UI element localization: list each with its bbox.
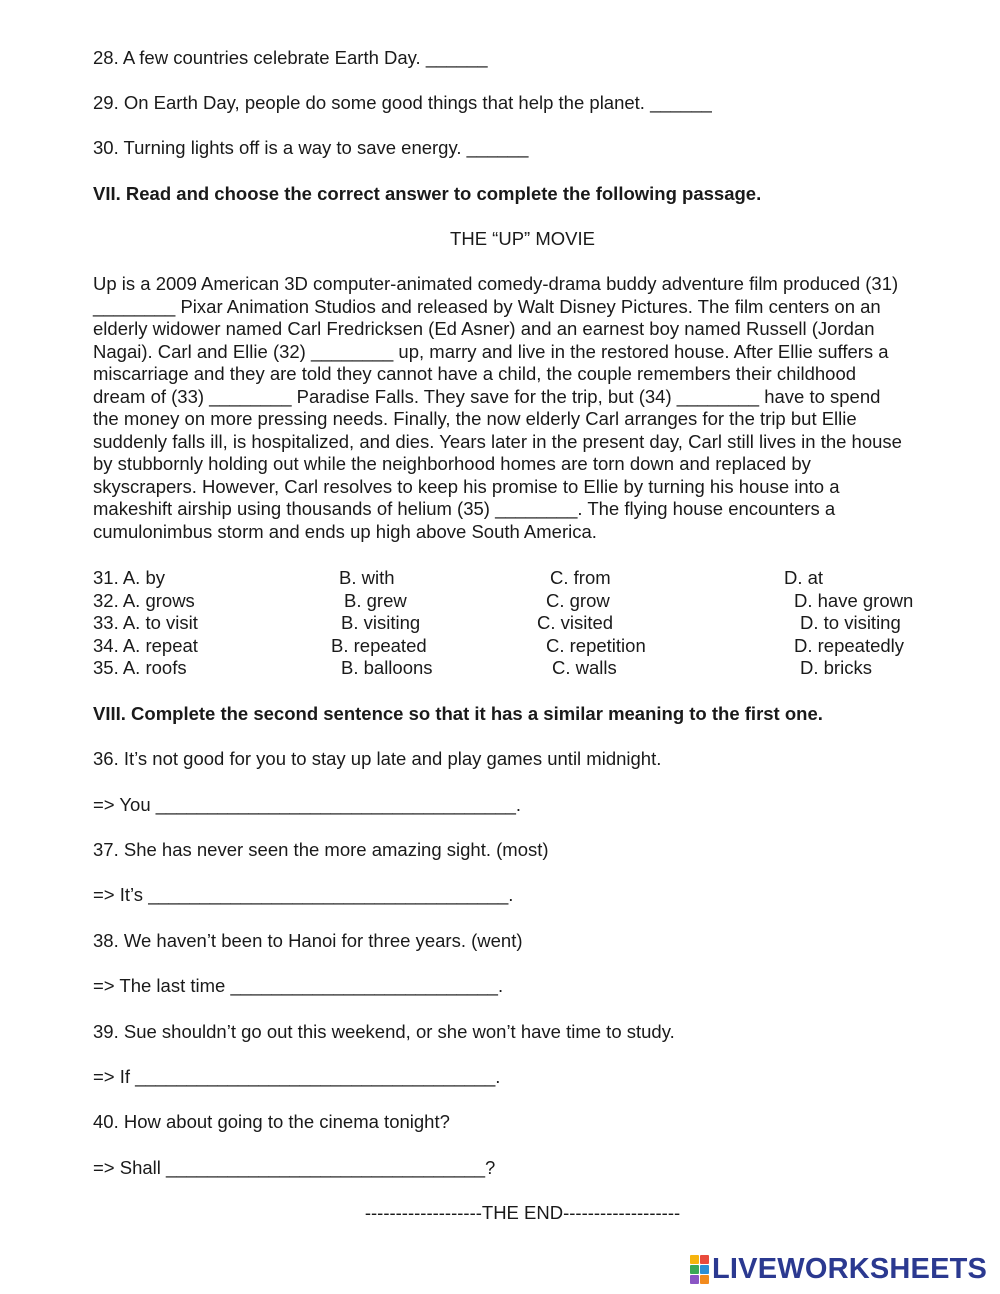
option-c[interactable]: C. repetition — [546, 635, 646, 656]
question-40-answer[interactable]: => Shall _______________________________? — [93, 1157, 496, 1178]
option-a[interactable]: 35. A. roofs — [93, 657, 187, 678]
question-39-answer[interactable]: => If ___________________________________. — [93, 1066, 501, 1087]
option-b[interactable]: B. with — [339, 567, 395, 588]
statement-30: 30. Turning lights off is a way to save energy. ______ — [93, 137, 529, 158]
passage-title: THE “UP” MOVIE — [450, 228, 595, 249]
option-b[interactable]: B. visiting — [341, 612, 421, 633]
option-b[interactable]: B. repeated — [331, 635, 427, 656]
option-d[interactable]: D. at — [784, 567, 824, 588]
option-b[interactable]: B. grew — [344, 590, 407, 611]
section-7-heading: VII. Read and choose the correct answer to complete the following passage. — [93, 183, 762, 204]
logo-text: LIVEWORKSHEETS — [712, 1252, 988, 1285]
option-c[interactable]: C. visited — [537, 612, 614, 633]
passage-line: elderly widower named Carl Fredricksen (Ed Asner) and an earnest boy named Russell (Jordan — [93, 318, 875, 339]
question-39-prompt: 39. Sue shouldn’t go out this weekend, or she won’t have time to study. — [93, 1021, 675, 1042]
question-37-prompt: 37. She has never seen the more amazing sight. (most) — [93, 839, 549, 860]
liveworksheets-logo — [690, 1252, 987, 1286]
logo-block — [690, 1265, 699, 1274]
passage-line: suddenly falls ill, is hospitalized, and dies. Years later in the present day, Carl still lives in the house — [93, 430, 902, 452]
statement-29: 29. On Earth Day, people do some good things that help the planet. ______ — [93, 92, 712, 113]
question-34-options — [93, 635, 973, 658]
passage-line: ________ Pixar Animation Studios and released by Walt Disney Pictures. The film centers on an — [93, 295, 881, 317]
passage-line: skyscrapers. However, Carl resolves to keep his promise to Ellie by turning his house into a — [93, 475, 840, 497]
passage-line: Up is a 2009 American 3D computer-animated comedy-drama buddy adventure film produced (31) — [93, 273, 899, 294]
option-b[interactable]: B. balloons — [341, 657, 433, 678]
question-36-prompt: 36. It’s not good for you to stay up late and play games until midnight. — [93, 748, 662, 769]
option-d[interactable]: D. bricks — [800, 657, 872, 678]
passage — [93, 273, 963, 543]
option-c[interactable]: C. from — [550, 567, 611, 588]
option-d[interactable]: D. repeatedly — [794, 635, 905, 656]
passage-line: dream of (33) ________ Paradise Falls. They save for the trip, but (34) ________ have to spend — [93, 385, 881, 407]
passage-line: makeshift airship using thousands of helium (35) ________. The flying house encounters a — [93, 498, 836, 519]
option-c[interactable]: C. grow — [546, 590, 610, 611]
passage-line: miscarriage and they are told they cannot have a child, the couple remembers their childhood — [93, 363, 857, 384]
question-32-options — [93, 590, 973, 613]
question-38-answer[interactable]: => The last time __________________________. — [93, 975, 504, 996]
question-37-answer[interactable]: => It’s ___________________________________. — [93, 884, 514, 905]
section-8-heading: VIII. Complete the second sentence so that it has a similar meaning to the first one. — [93, 703, 823, 724]
question-38-prompt: 38. We haven’t been to Hanoi for three years. (went) — [93, 930, 523, 951]
logo-block — [690, 1255, 699, 1264]
question-36-answer[interactable]: => You ___________________________________. — [93, 794, 522, 815]
logo-block — [700, 1275, 709, 1284]
option-a[interactable]: 34. A. repeat — [93, 635, 198, 656]
question-35-options — [93, 657, 973, 680]
passage-line: cumulonimbus storm and ends up high above South America. — [93, 520, 597, 542]
option-a[interactable]: 32. A. grows — [93, 590, 195, 611]
passage-line: the money on more pressing needs. Finally, the now elderly Carl arranges for the trip but Ellie — [93, 408, 857, 429]
passage-line: by stubbornly holding out while the neighborhood homes are torn down and replaced by — [93, 453, 811, 474]
passage-line: Nagai). Carl and Ellie (32) ________ up, marry and live in the restored house. After Ellie suffers a — [93, 340, 889, 362]
option-a[interactable]: 31. A. by — [93, 567, 165, 588]
logo-block — [690, 1275, 699, 1284]
logo-block — [700, 1265, 709, 1274]
question-31-options — [93, 567, 973, 590]
logo-blocks-icon — [690, 1255, 709, 1284]
option-d[interactable]: D. to visiting — [800, 612, 901, 633]
option-a[interactable]: 33. A. to visit — [93, 612, 198, 633]
the-end-marker: -------------------THE END------------------- — [364, 1202, 681, 1223]
logo-block — [700, 1255, 709, 1264]
statement-28: 28. A few countries celebrate Earth Day. ______ — [93, 47, 488, 68]
option-d[interactable]: D. have grown — [794, 590, 914, 611]
option-c[interactable]: C. walls — [552, 657, 617, 678]
question-40-prompt: 40. How about going to the cinema tonight? — [93, 1111, 450, 1132]
question-33-options — [93, 612, 973, 635]
